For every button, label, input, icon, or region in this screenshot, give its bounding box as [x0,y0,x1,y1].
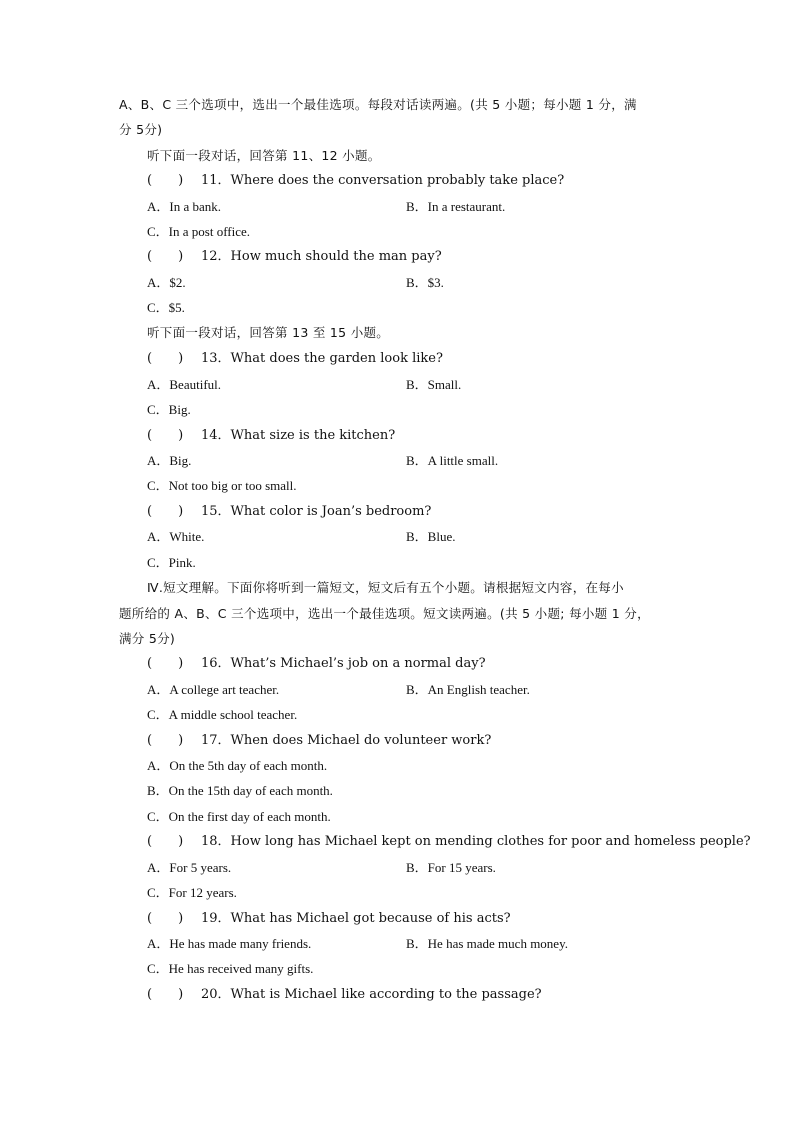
option-16-b: B．An English teacher. [406,682,530,697]
answer-blank[interactable]: ( ) [147,733,184,748]
option-13-c: C．Big. [147,402,191,417]
option-11-a: A．In a bank. [147,199,222,214]
group-2-intro: 听下面一段对话，回答第 13 至 15 小题。 [147,325,390,340]
instructions-line-1: A、B、C 三个选项中，选出一个最佳选项。每段对话读两遍。(共 5 小题；每小题 1 分，满 [119,97,637,112]
question-13 [147,350,443,368]
question-text: 12．How much should the man pay? [201,249,442,264]
option-19-b: B．He has made much money. [406,936,568,951]
option-12-a: A．$2. [147,275,186,290]
option-19-a: A．He has made many friends. [147,936,312,951]
option-14-c: C．Not too big or too small. [147,478,297,493]
answer-blank[interactable]: ( ) [147,987,184,1002]
instructions-line-2: 分 5分) [119,122,163,137]
option-15-b: B．Blue. [406,529,456,544]
option-15-c: C．Pink. [147,555,196,570]
option-13-a: A．Beautiful. [147,377,222,392]
option-17-c: C．On the first day of each month. [147,809,331,824]
question-20 [147,986,542,1004]
option-16-a: A．A college art teacher. [147,682,280,697]
option-12-b: B．$3. [406,275,444,290]
answer-blank[interactable]: ( ) [147,351,184,366]
option-14-a: A．Big. [147,453,192,468]
question-15 [147,503,431,521]
option-19-c: C．He has received many gifts. [147,961,314,976]
option-17-b: B．On the 15th day of each month. [147,783,333,798]
answer-blank[interactable]: ( ) [147,656,184,671]
answer-blank[interactable]: ( ) [147,249,184,264]
question-11 [147,172,564,190]
section-4-line-3: 满分 5分) [119,631,176,646]
question-19 [147,910,511,928]
option-17-a: A．On the 5th day of each month. [147,758,328,773]
section-4-line-2: 题所给的 A、B、C 三个选项中，选出一个最佳选项。短文读两遍。(共 5 小题; 每小题 1 分， [119,606,650,621]
question-text: 20．What is Michael like according to the passage? [201,987,542,1002]
answer-blank[interactable]: ( ) [147,504,184,519]
answer-blank[interactable]: ( ) [147,173,184,188]
question-17 [147,732,491,750]
question-18 [147,833,751,851]
group-1-intro: 听下面一段对话，回答第 11、12 小题。 [147,148,381,163]
option-11-c: C．In a post office. [147,224,251,239]
option-16-c: C．A middle school teacher. [147,707,298,722]
question-text: 18．How long has Michael kept on mending clothes for poor and homeless people? [201,834,751,849]
option-18-a: A．For 5 years. [147,860,232,875]
question-text: 14．What size is the kitchen? [201,428,396,443]
question-text: 19．What has Michael got because of his acts? [201,911,511,926]
question-text: 17．When does Michael do volunteer work? [201,733,492,748]
option-13-b: B．Small. [406,377,462,392]
option-14-b: B．A little small. [406,453,499,468]
question-text: 16．What’s Michael’s job on a normal day? [201,656,486,671]
answer-blank[interactable]: ( ) [147,428,184,443]
option-12-c: C．$5. [147,300,185,315]
option-15-a: A．White. [147,529,205,544]
option-18-b: B．For 15 years. [406,860,496,875]
answer-blank[interactable]: ( ) [147,911,184,926]
question-16 [147,655,486,673]
option-11-b: B．In a restaurant. [406,199,506,214]
option-18-c: C．For 12 years. [147,885,237,900]
question-text: 11．Where does the conversation probably take place? [201,173,565,188]
question-14 [147,427,395,445]
question-text: 13．What does the garden look like? [201,351,443,366]
answer-blank[interactable]: ( ) [147,834,184,849]
section-4-line-1: Ⅳ.短文理解。下面你将听到一篇短文，短文后有五个小题。请根据短文内容，在每小 [147,580,624,595]
question-12 [147,248,442,266]
question-text: 15．What color is Joan’s bedroom? [201,504,432,519]
